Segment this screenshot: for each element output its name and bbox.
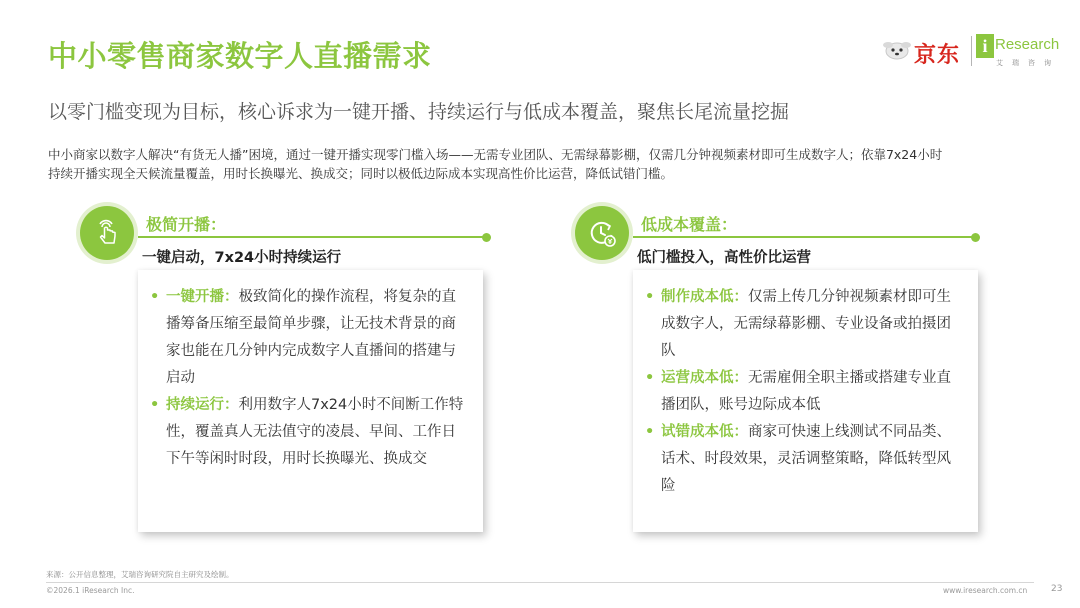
list-item bbox=[661, 365, 960, 419]
list-item bbox=[166, 392, 465, 473]
divider-line bbox=[138, 236, 486, 238]
item-text: 商家可快速上线测试不同品类、话术、时段效果，灵活调整策略，降低转型风险 bbox=[661, 424, 951, 494]
iresearch-logo-subtext: 艾瑞咨询 bbox=[996, 59, 1060, 67]
iresearch-logo-text: Research bbox=[995, 36, 1060, 53]
page-number: 23 bbox=[1051, 584, 1063, 594]
panel-title: 低成本覆盖： bbox=[641, 215, 738, 234]
page-subtitle: 以零门槛变现为目标，核心诉求为一键开播、持续运行与低成本覆盖，聚焦长尾流量挖掘 bbox=[48, 101, 790, 123]
item-lead: 试错成本低： bbox=[661, 424, 748, 440]
item-lead: 持续运行： bbox=[166, 397, 239, 413]
source-note: 来源：公开信息整理，艾瑞咨询研究院自主研究及绘制。 bbox=[46, 570, 234, 579]
icon-badge bbox=[575, 206, 629, 260]
feature-card bbox=[633, 270, 978, 532]
list-item bbox=[166, 284, 465, 392]
intro-line: 持续开播实现全天候流量覆盖，用时长换曝光、换成交；同时以极低边际成本实现高性价比运营，降低试错门槛。 bbox=[48, 166, 674, 181]
icon-badge bbox=[80, 206, 134, 260]
list-item bbox=[661, 419, 960, 500]
logo-divider bbox=[971, 36, 972, 66]
jd-mascot-logo bbox=[880, 36, 914, 62]
website-url: www.iresearch.com.cn bbox=[943, 586, 1028, 595]
copyright: ©2026.1 iResearch Inc. bbox=[46, 586, 135, 595]
item-text: 利用数字人7x24小时不间断工作特性，覆盖真人无法值守的凌晨、早间、工作日下午等闲时时段，用时长换曝光、换成交 bbox=[166, 397, 464, 467]
clock-money-icon bbox=[587, 218, 617, 248]
divider-dot bbox=[482, 233, 491, 242]
intro-line: 中小商家以数字人解决“有货无人播”困境，通过一键开播实现零门槛入场——无需专业团队、无需绿幕影棚，仅需几分钟视频素材即可生成数字人；依靠7x24小时 bbox=[48, 147, 943, 162]
divider-dot bbox=[971, 233, 980, 242]
item-lead: 一键开播： bbox=[166, 289, 239, 305]
footer-divider bbox=[46, 582, 1034, 583]
item-text: 极致简化的操作流程，将复杂的直播筹备压缩至最简单步骤，让无技术背景的商家也能在几分钟内完成数字人直播间的搭建与启动 bbox=[166, 289, 456, 386]
iresearch-logo-mark: i bbox=[976, 34, 994, 58]
logo-area bbox=[878, 32, 1068, 74]
panel-low-cost bbox=[575, 206, 995, 536]
panel-subtitle: 低门槛投入，高性价比运营 bbox=[637, 250, 811, 266]
intro-paragraph bbox=[48, 145, 1038, 183]
panel-subtitle: 一键启动，7x24小时持续运行 bbox=[142, 250, 342, 266]
feature-card bbox=[138, 270, 483, 532]
item-lead: 制作成本低： bbox=[661, 289, 748, 305]
page-title: 中小零售商家数字人直播需求 bbox=[48, 39, 432, 73]
item-text: 无需雇佣全职主播或搭建专业直播团队，账号边际成本低 bbox=[661, 370, 951, 413]
item-lead: 运营成本低： bbox=[661, 370, 748, 386]
panel-simple-start bbox=[80, 206, 500, 536]
hand-tap-icon bbox=[92, 218, 122, 248]
divider-line bbox=[633, 236, 975, 238]
item-text: 仅需上传几分钟视频素材即可生成数字人，无需绿幕影棚、专业设备或拍摄团队 bbox=[661, 289, 951, 359]
jd-logo-text: 京东 bbox=[914, 43, 961, 68]
panel-title: 极简开播： bbox=[146, 215, 227, 234]
list-item bbox=[661, 284, 960, 365]
